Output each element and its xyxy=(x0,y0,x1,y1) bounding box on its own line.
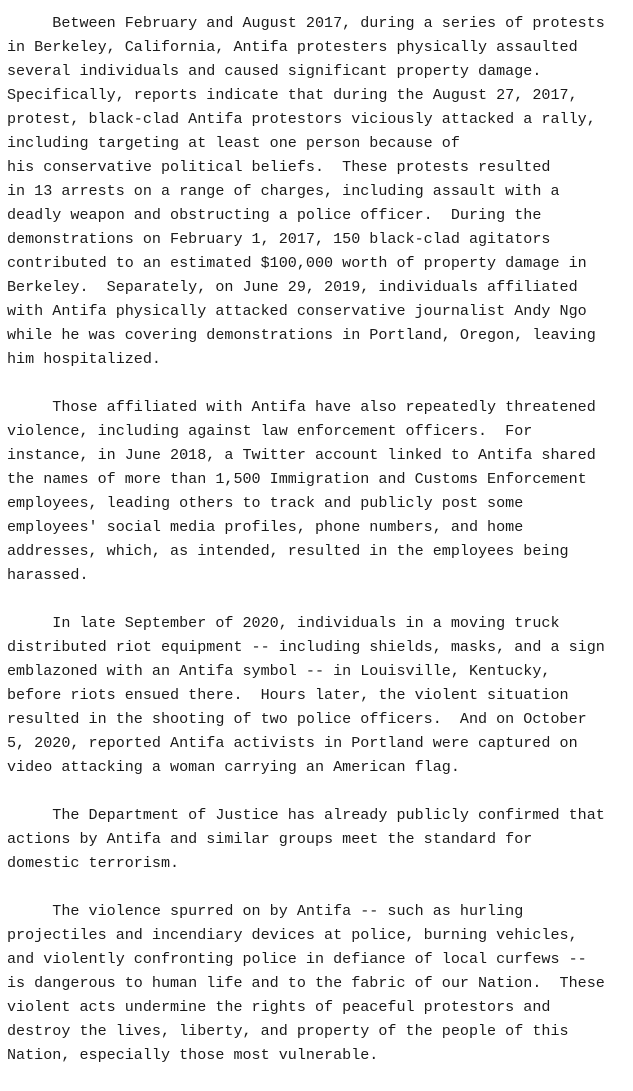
paragraph-4 xyxy=(7,803,605,875)
text-line: destroy the lives, liberty, and property of the people of this xyxy=(7,1022,569,1040)
text-line: The Department of Justice has already publicly confirmed that xyxy=(7,806,605,824)
paragraph-5 xyxy=(7,899,605,1067)
text-line: employees' social media profiles, phone numbers, and home xyxy=(7,518,524,536)
text-line: instance, in June 2018, a Twitter account linked to Antifa shared xyxy=(7,446,596,464)
text-line: Specifically, reports indicate that during the August 27, 2017, xyxy=(7,86,578,104)
text-line: is dangerous to human life and to the fabric of our Nation. These xyxy=(7,974,605,992)
text-line: protest, black-clad Antifa protestors viciously attacked a rally, xyxy=(7,110,596,128)
text-line: Berkeley. Separately, on June 29, 2019, individuals affiliated xyxy=(7,278,578,296)
text-line: The violence spurred on by Antifa -- such as hurling xyxy=(7,902,524,920)
text-line: demonstrations on February 1, 2017, 150 black-clad agitators xyxy=(7,230,551,248)
text-line: his conservative political beliefs. These protests resulted xyxy=(7,158,551,176)
text-line: harassed. xyxy=(7,566,89,584)
text-line: and violently confronting police in defiance of local curfews -- xyxy=(7,950,587,968)
text-line: violence, including against law enforcement officers. For xyxy=(7,422,533,440)
text-line: addresses, which, as intended, resulted in the employees being xyxy=(7,542,569,560)
paragraph-2 xyxy=(7,395,605,587)
text-line: emblazoned with an Antifa symbol -- in Louisville, Kentucky, xyxy=(7,662,551,680)
document-body xyxy=(7,11,605,1091)
paragraph-3 xyxy=(7,611,605,779)
text-line: video attacking a woman carrying an American flag. xyxy=(7,758,460,776)
text-line: in Berkeley, California, Antifa protesters physically assaulted xyxy=(7,38,578,56)
text-line: 5, 2020, reported Antifa activists in Portland were captured on xyxy=(7,734,578,752)
text-line: before riots ensued there. Hours later, the violent situation xyxy=(7,686,569,704)
text-line: distributed riot equipment -- including shields, masks, and a sign xyxy=(7,638,605,656)
text-line: him hospitalized. xyxy=(7,350,161,368)
text-line: with Antifa physically attacked conservative journalist Andy Ngo xyxy=(7,302,587,320)
text-line: in 13 arrests on a range of charges, including assault with a xyxy=(7,182,560,200)
text-line: Between February and August 2017, during a series of protests xyxy=(7,14,605,32)
text-line: deadly weapon and obstructing a police officer. During the xyxy=(7,206,542,224)
text-line: actions by Antifa and similar groups meet the standard for xyxy=(7,830,533,848)
text-line: Those affiliated with Antifa have also repeatedly threatened xyxy=(7,398,596,416)
text-line: projectiles and incendiary devices at police, burning vehicles, xyxy=(7,926,578,944)
paragraph-1 xyxy=(7,11,605,371)
text-line: several individuals and caused significant property damage. xyxy=(7,62,542,80)
text-line: Nation, especially those most vulnerable. xyxy=(7,1046,379,1064)
text-line: contributed to an estimated $100,000 worth of property damage in xyxy=(7,254,587,272)
text-line: employees, leading others to track and publicly post some xyxy=(7,494,524,512)
text-line: violent acts undermine the rights of peaceful protestors and xyxy=(7,998,551,1016)
text-line: the names of more than 1,500 Immigration and Customs Enforcement xyxy=(7,470,587,488)
text-line: resulted in the shooting of two police officers. And on October xyxy=(7,710,587,728)
text-line: while he was covering demonstrations in Portland, Oregon, leaving xyxy=(7,326,596,344)
text-line: domestic terrorism. xyxy=(7,854,180,872)
text-line: including targeting at least one person because of xyxy=(7,134,460,152)
text-line: In late September of 2020, individuals in a moving truck xyxy=(7,614,560,632)
